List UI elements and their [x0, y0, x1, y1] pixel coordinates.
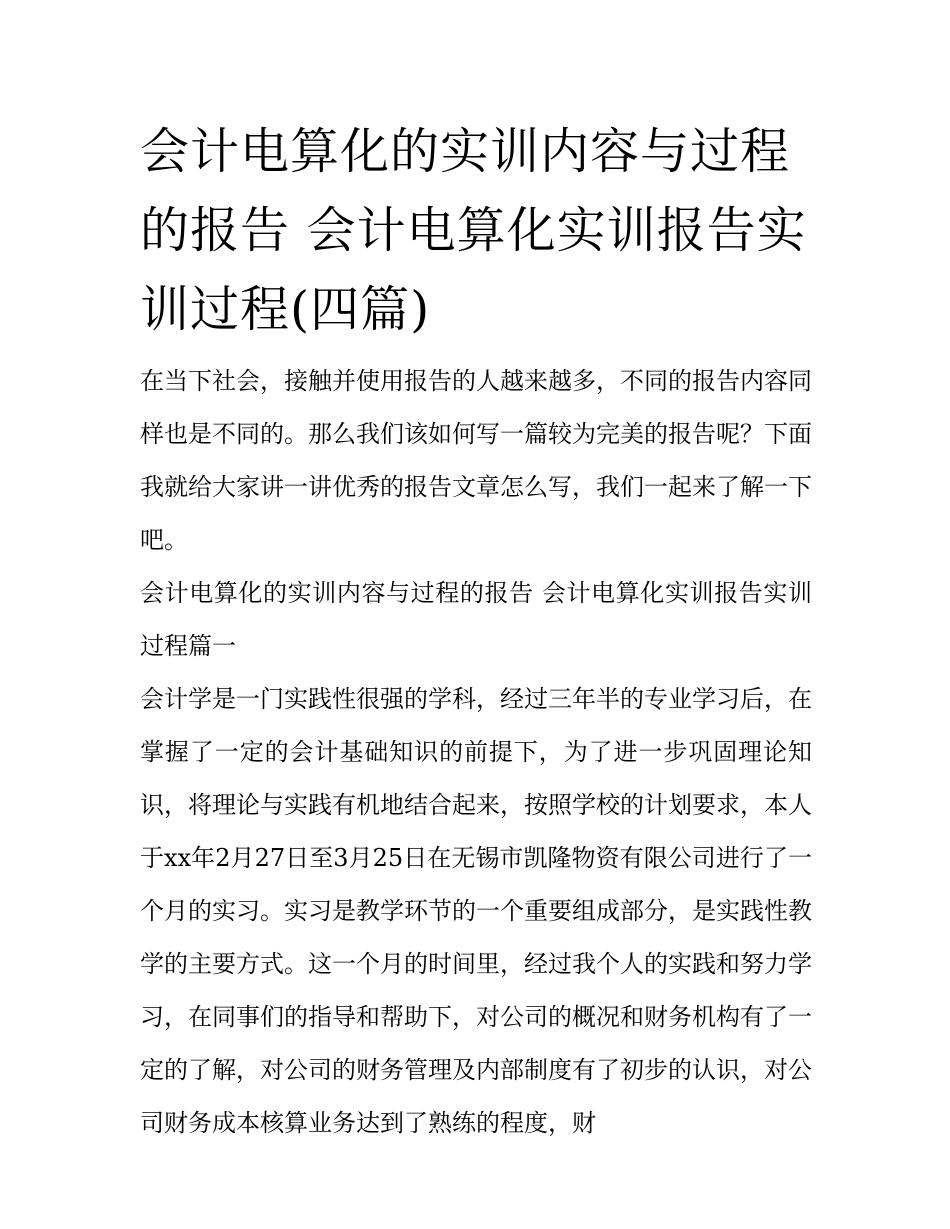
section-heading: 会计电算化的实训内容与过程的报告 会计电算化实训报告实训过程篇一: [140, 579, 812, 660]
intro-paragraph: 在当下社会，接触并使用报告的人越来越多，不同的报告内容同样也是不同的。那么我们该如何写一篇较为完美的报告呢？下面我就给大家讲一讲优秀的报告文章怎么写，我们一起来了解一下吧。: [140, 367, 812, 554]
document-body: [140, 112, 812, 1150]
body-paragraph: 会计学是一门实践性很强的学科，经过三年半的专业学习后，在掌握了一定的会计基础知识的前提下，为了进一步巩固理论知识，将理论与实践有机地结合起来，按照学校的计划要求，本人于xx年2月27日至3月25日在无锡市凯隆物资有限公司进行了一个月的实习。实习是教学环节的一个重要组成部分，是实践性教学的主要方式。这一个月的时间里，经过我个人的实践和努力学习，在同事们的指导和帮助下，对公司的概况和财务机构有了一定的了解，对公司的财务管理及内部制度有了初步的认识，对公司财务成本核算业务达到了熟练的程度，财: [140, 685, 812, 1137]
document-title: 会计电算化的实训内容与过程的报告 会计电算化实训报告实训过程(四篇): [140, 123, 807, 338]
